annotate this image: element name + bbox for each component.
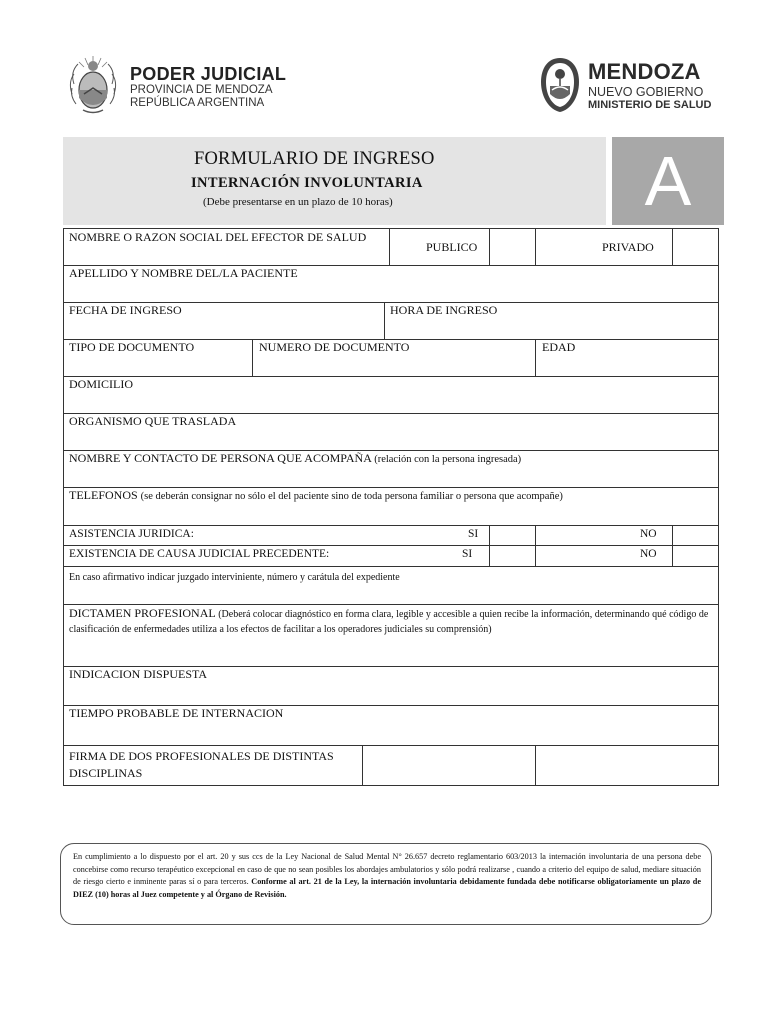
poder-judicial-logo <box>68 54 298 118</box>
publico-checkbox[interactable] <box>490 230 534 264</box>
dictamen-note: (Deberá colocar diagnóstico en forma clara, legible y accesible a quien recibe la información, determinando qué código de clasificación de enfermedades utiliza a los efectos de facilitar a los operadores judiciales su comprensión) <box>69 609 709 635</box>
form-title-band <box>63 137 606 225</box>
acompana-label-text: NOMBRE Y CONTACTO DE PERSONA QUE ACOMPAÑA <box>69 451 372 465</box>
paciente-label: APELLIDO Y NOMBRE DEL/LA PACIENTE <box>69 266 298 280</box>
mendoza-shield-icon <box>538 56 582 114</box>
asistencia-si-label: SI <box>468 528 479 540</box>
indicacion-label: INDICACION DISPUESTA <box>69 667 208 681</box>
admission-form <box>63 228 719 786</box>
asistencia-juridica-label: ASISTENCIA JURIDICA: <box>69 528 194 540</box>
causa-no-label: NO <box>640 548 657 560</box>
mendoza-title: MENDOZA <box>588 59 701 84</box>
mendoza-logo <box>538 56 728 116</box>
causa-si-checkbox[interactable] <box>490 546 534 565</box>
organismo-label: ORGANISMO QUE TRASLADA <box>69 414 237 428</box>
poder-judicial-province: PROVINCIA DE MENDOZA <box>130 84 273 96</box>
efector-label: NOMBRE O RAZON SOCIAL DEL EFECTOR DE SALUD <box>69 230 367 244</box>
domicilio-label: DOMICILIO <box>69 377 133 391</box>
acompana-label <box>69 451 521 466</box>
acompana-note: (relación con la persona ingresada) <box>374 454 522 465</box>
hora-ingreso-label: HORA DE INGRESO <box>390 303 498 317</box>
poder-judicial-country: REPÚBLICA ARGENTINA <box>130 97 265 109</box>
publico-label: PUBLICO <box>426 240 478 254</box>
asistencia-si-checkbox[interactable] <box>490 526 534 544</box>
mendoza-ministry: MINISTERIO DE SALUD <box>588 99 712 111</box>
dictamen-label-text: DICTAMEN PROFESIONAL <box>69 606 216 620</box>
legal-notice-bold: Conforme al art. 21 de la Ley, la internación involuntaria debidamente fundada debe notificarse obligatoriamente un plazo de DIEZ (10) horas al Juez competente y al Órgano de Revisión. <box>73 877 701 899</box>
telefonos-note: (se deberán consignar no sólo el del paciente sino de toda persona familiar o persona que acompañe) <box>140 491 563 502</box>
privado-label: PRIVADO <box>602 240 654 254</box>
legal-notice-text: En cumplimiento a lo dispuesto por el art. 20 y sus ccs de la Ley Nacional de Salud Mental N° 26.657 decreto reglamentario 603/2013 la internación involuntaria de una persona debe concebirse como recurso terapéutico excepcional en caso de que no sean posibles los abordajes ambulatorios y sólo podrá realizarse , cuando a criterio del equipo de salud, mediare situación de riesgo cierto e inminente paras sí o para terceros. <box>73 852 701 887</box>
form-title: FORMULARIO DE INGRESO <box>194 149 435 169</box>
poder-judicial-title: PODER JUDICIAL <box>130 64 287 84</box>
legal-notice <box>60 843 712 925</box>
asistencia-no-checkbox[interactable] <box>673 526 717 544</box>
causa-judicial-label: EXISTENCIA DE CAUSA JUDICIAL PRECEDENTE: <box>69 548 330 560</box>
telefonos-label-text: TELEFONOS <box>69 488 138 502</box>
dictamen-label <box>69 606 714 637</box>
telefonos-label <box>69 488 563 503</box>
edad-label: EDAD <box>542 340 576 354</box>
mendoza-government: NUEVO GOBIERNO <box>588 85 704 99</box>
tipo-documento-label: TIPO DE DOCUMENTO <box>69 340 195 354</box>
numero-documento-label: NUMERO DE DOCUMENTO <box>259 340 410 354</box>
tiempo-internacion-label: TIEMPO PROBABLE DE INTERNACION <box>69 706 284 720</box>
firma-label-line2: DISCIPLINAS <box>69 766 143 780</box>
form-subtitle: INTERNACIÓN INVOLUNTARIA <box>191 175 423 191</box>
form-letter-box <box>612 137 724 225</box>
causa-si-label: SI <box>462 548 473 560</box>
form-deadline-note: (Debe presentarse en un plazo de 10 horas) <box>203 196 393 208</box>
afirmativo-label: En caso afirmativo indicar juzgado interviniente, número y carátula del expediente <box>69 572 400 583</box>
firma-label-line1: FIRMA DE DOS PROFESIONALES DE DISTINTAS <box>69 749 334 763</box>
causa-no-checkbox[interactable] <box>673 546 717 565</box>
argentina-coat-of-arms-icon <box>68 54 118 116</box>
asistencia-no-label: NO <box>640 528 657 540</box>
fecha-ingreso-label: FECHA DE INGRESO <box>69 303 182 317</box>
privado-checkbox[interactable] <box>673 230 717 264</box>
form-letter: A <box>644 142 692 220</box>
